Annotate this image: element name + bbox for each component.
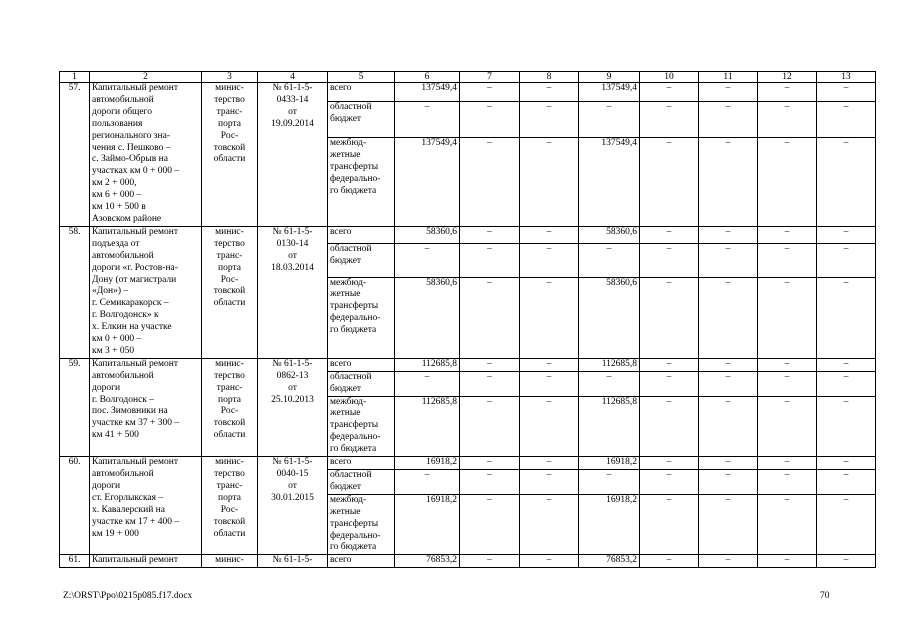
value-cell: – — [460, 457, 520, 470]
value-cell: 16918,2 — [579, 457, 640, 470]
value-cell: – — [758, 555, 817, 568]
value-cell: – — [520, 371, 579, 396]
header-row — [60, 72, 876, 83]
value-cell: – — [758, 396, 817, 457]
table-row — [60, 457, 876, 470]
ministry-cell: минис- — [202, 555, 258, 568]
value-cell: – — [699, 358, 758, 371]
project-name: Капитальный ремонт подъезда от автомобильной дороги «г. Ростов-на- Дону (от магистрали «Дон») – г. Семикаракорск – г. Волгодонск» к х. Елкин на участке км 0 + 000 – км 3 + 050 — [90, 226, 202, 358]
value-cell: – — [758, 371, 817, 396]
value-cell: – — [699, 555, 758, 568]
table-row — [60, 226, 876, 243]
value-cell: – — [520, 226, 579, 243]
row-number: 57. — [60, 83, 90, 227]
value-cell: – — [817, 83, 876, 102]
value-cell: – — [520, 277, 579, 358]
value-cell: – — [460, 226, 520, 243]
funding-source: межбюд- жетные трансферты федерально- го бюджета — [328, 138, 395, 227]
value-cell: 137549,4 — [579, 138, 640, 227]
value-cell: – — [640, 457, 699, 470]
value-cell: – — [640, 470, 699, 495]
header-cell: 8 — [520, 72, 579, 83]
project-name: Капитальный ремонт автомобильной дороги ст. Егорлыкская – х. Кавалерский на участке км 17 + 400 – км 19 + 000 — [90, 457, 202, 555]
funding-source: всего — [328, 226, 395, 243]
funding-source: областной бюджет — [328, 470, 395, 495]
value-cell: – — [520, 138, 579, 227]
ministry-cell: минис- терство транс- порта Рос- товской области — [202, 226, 258, 358]
value-cell: 112685,8 — [579, 358, 640, 371]
funding-source: областной бюджет — [328, 101, 395, 137]
value-cell: – — [699, 457, 758, 470]
funding-source: всего — [328, 358, 395, 371]
value-cell: – — [699, 244, 758, 277]
value-cell: 16918,2 — [395, 457, 460, 470]
header-cell: 3 — [202, 72, 258, 83]
header-cell: 11 — [699, 72, 758, 83]
funding-source: всего — [328, 457, 395, 470]
value-cell: – — [640, 555, 699, 568]
value-cell: – — [640, 371, 699, 396]
row-number: 61. — [60, 555, 90, 568]
document-cell: № 61-1-5- 0130-14 от 18.03.2014 — [258, 226, 328, 358]
value-cell: – — [817, 101, 876, 137]
value-cell: – — [579, 371, 640, 396]
value-cell: – — [758, 494, 817, 555]
value-cell: – — [817, 396, 876, 457]
budget-table — [59, 71, 876, 568]
value-cell: 58360,6 — [395, 277, 460, 358]
value-cell: 16918,2 — [395, 494, 460, 555]
page-number: 70 — [820, 591, 830, 601]
value-cell: – — [460, 277, 520, 358]
value-cell: – — [640, 396, 699, 457]
value-cell: – — [699, 494, 758, 555]
value-cell: – — [520, 83, 579, 102]
ministry-cell: минис- терство транс- порта Рос- товской области — [202, 457, 258, 555]
row-number: 58. — [60, 226, 90, 358]
project-name: Капитальный ремонт автомобильной дороги общего пользования регионального зна- чения с. Пешково – с. Займо-Обрыв на участках км 0 + 000 – км 2 + 000, км 6 + 000 – км 10 + 500 в Азовском районе — [90, 83, 202, 227]
value-cell: 58360,6 — [579, 277, 640, 358]
value-cell: – — [758, 138, 817, 227]
value-cell: – — [640, 101, 699, 137]
value-cell: – — [817, 371, 876, 396]
value-cell: – — [817, 358, 876, 371]
header-cell: 12 — [758, 72, 817, 83]
header-cell: 2 — [90, 72, 202, 83]
value-cell: – — [395, 244, 460, 277]
value-cell: – — [520, 457, 579, 470]
value-cell: – — [699, 83, 758, 102]
value-cell: – — [699, 396, 758, 457]
funding-source: областной бюджет — [328, 371, 395, 396]
value-cell: – — [460, 101, 520, 137]
value-cell: – — [817, 138, 876, 227]
value-cell: – — [460, 371, 520, 396]
header-cell: 1 — [60, 72, 90, 83]
value-cell: 16918,2 — [579, 494, 640, 555]
value-cell: – — [520, 396, 579, 457]
value-cell: – — [460, 244, 520, 277]
value-cell: – — [699, 371, 758, 396]
funding-source: всего — [328, 83, 395, 102]
value-cell: 76853,2 — [579, 555, 640, 568]
document-cell: № 61-1-5- 0433-14 от 19.09.2014 — [258, 83, 328, 227]
value-cell: – — [520, 470, 579, 495]
value-cell: – — [520, 244, 579, 277]
header-cell: 9 — [579, 72, 640, 83]
header-cell: 13 — [817, 72, 876, 83]
value-cell: – — [520, 494, 579, 555]
table-row — [60, 555, 876, 568]
value-cell: – — [395, 101, 460, 137]
value-cell: – — [758, 457, 817, 470]
value-cell: – — [520, 101, 579, 137]
value-cell: – — [817, 277, 876, 358]
header-cell: 10 — [640, 72, 699, 83]
header-cell: 6 — [395, 72, 460, 83]
value-cell: – — [579, 470, 640, 495]
value-cell: – — [699, 226, 758, 243]
funding-source: межбюд- жетные трансферты федерально- го бюджета — [328, 277, 395, 358]
file-path: Z:\ORST\Ppo\0215p085.f17.docx — [63, 591, 193, 601]
value-cell: – — [758, 83, 817, 102]
document-cell: № 61-1-5- 0040-15 от 30.01.2015 — [258, 457, 328, 555]
value-cell: – — [460, 138, 520, 227]
value-cell: – — [520, 555, 579, 568]
project-name: Капитальный ремонт автомобильной дороги г. Волгодонск – пос. Зимовники на участке км 37 + 300 – км 41 + 500 — [90, 358, 202, 456]
value-cell: – — [699, 277, 758, 358]
value-cell: – — [817, 226, 876, 243]
value-cell: 76853,2 — [395, 555, 460, 568]
value-cell: – — [817, 457, 876, 470]
value-cell: – — [640, 277, 699, 358]
value-cell: – — [758, 226, 817, 243]
value-cell: – — [817, 494, 876, 555]
header-cell: 7 — [460, 72, 520, 83]
document-cell: № 61-1-5- — [258, 555, 328, 568]
value-cell: – — [640, 83, 699, 102]
value-cell: – — [460, 358, 520, 371]
ministry-cell: минис- терство транс- порта Рос- товской области — [202, 358, 258, 456]
row-number: 59. — [60, 358, 90, 456]
value-cell: 137549,4 — [395, 83, 460, 102]
table-row — [60, 358, 876, 371]
value-cell: – — [699, 470, 758, 495]
value-cell: – — [758, 470, 817, 495]
value-cell: 137549,4 — [395, 138, 460, 227]
value-cell: – — [395, 470, 460, 495]
value-cell: – — [640, 494, 699, 555]
value-cell: – — [460, 396, 520, 457]
value-cell: – — [520, 358, 579, 371]
value-cell: – — [395, 371, 460, 396]
value-cell: 112685,8 — [395, 358, 460, 371]
value-cell: – — [758, 101, 817, 137]
table-row — [60, 83, 876, 102]
header-cell: 5 — [328, 72, 395, 83]
value-cell: – — [460, 470, 520, 495]
value-cell: – — [817, 470, 876, 495]
value-cell: 112685,8 — [579, 396, 640, 457]
funding-source: всего — [328, 555, 395, 568]
value-cell: 58360,6 — [395, 226, 460, 243]
value-cell: – — [758, 358, 817, 371]
funding-source: областной бюджет — [328, 244, 395, 277]
header-cell: 4 — [258, 72, 328, 83]
value-cell: – — [758, 244, 817, 277]
value-cell: 112685,8 — [395, 396, 460, 457]
row-number: 60. — [60, 457, 90, 555]
value-cell: – — [699, 138, 758, 227]
project-name: Капитальный ремонт — [90, 555, 202, 568]
value-cell: 58360,6 — [579, 226, 640, 243]
value-cell: – — [640, 138, 699, 227]
value-cell: – — [699, 101, 758, 137]
ministry-cell: минис- терство транс- порта Рос- товской области — [202, 83, 258, 227]
value-cell: – — [460, 83, 520, 102]
value-cell: – — [640, 226, 699, 243]
value-cell: – — [460, 494, 520, 555]
value-cell: – — [758, 277, 817, 358]
value-cell: – — [640, 358, 699, 371]
value-cell: – — [579, 101, 640, 137]
value-cell: – — [817, 555, 876, 568]
value-cell: 137549,4 — [579, 83, 640, 102]
funding-source: межбюд- жетные трансферты федерально- го бюджета — [328, 494, 395, 555]
funding-source: межбюд- жетные трансферты федерально- го бюджета — [328, 396, 395, 457]
document-cell: № 61-1-5- 0862-13 от 25.10.2013 — [258, 358, 328, 456]
value-cell: – — [817, 244, 876, 277]
value-cell: – — [579, 244, 640, 277]
value-cell: – — [460, 555, 520, 568]
value-cell: – — [640, 244, 699, 277]
